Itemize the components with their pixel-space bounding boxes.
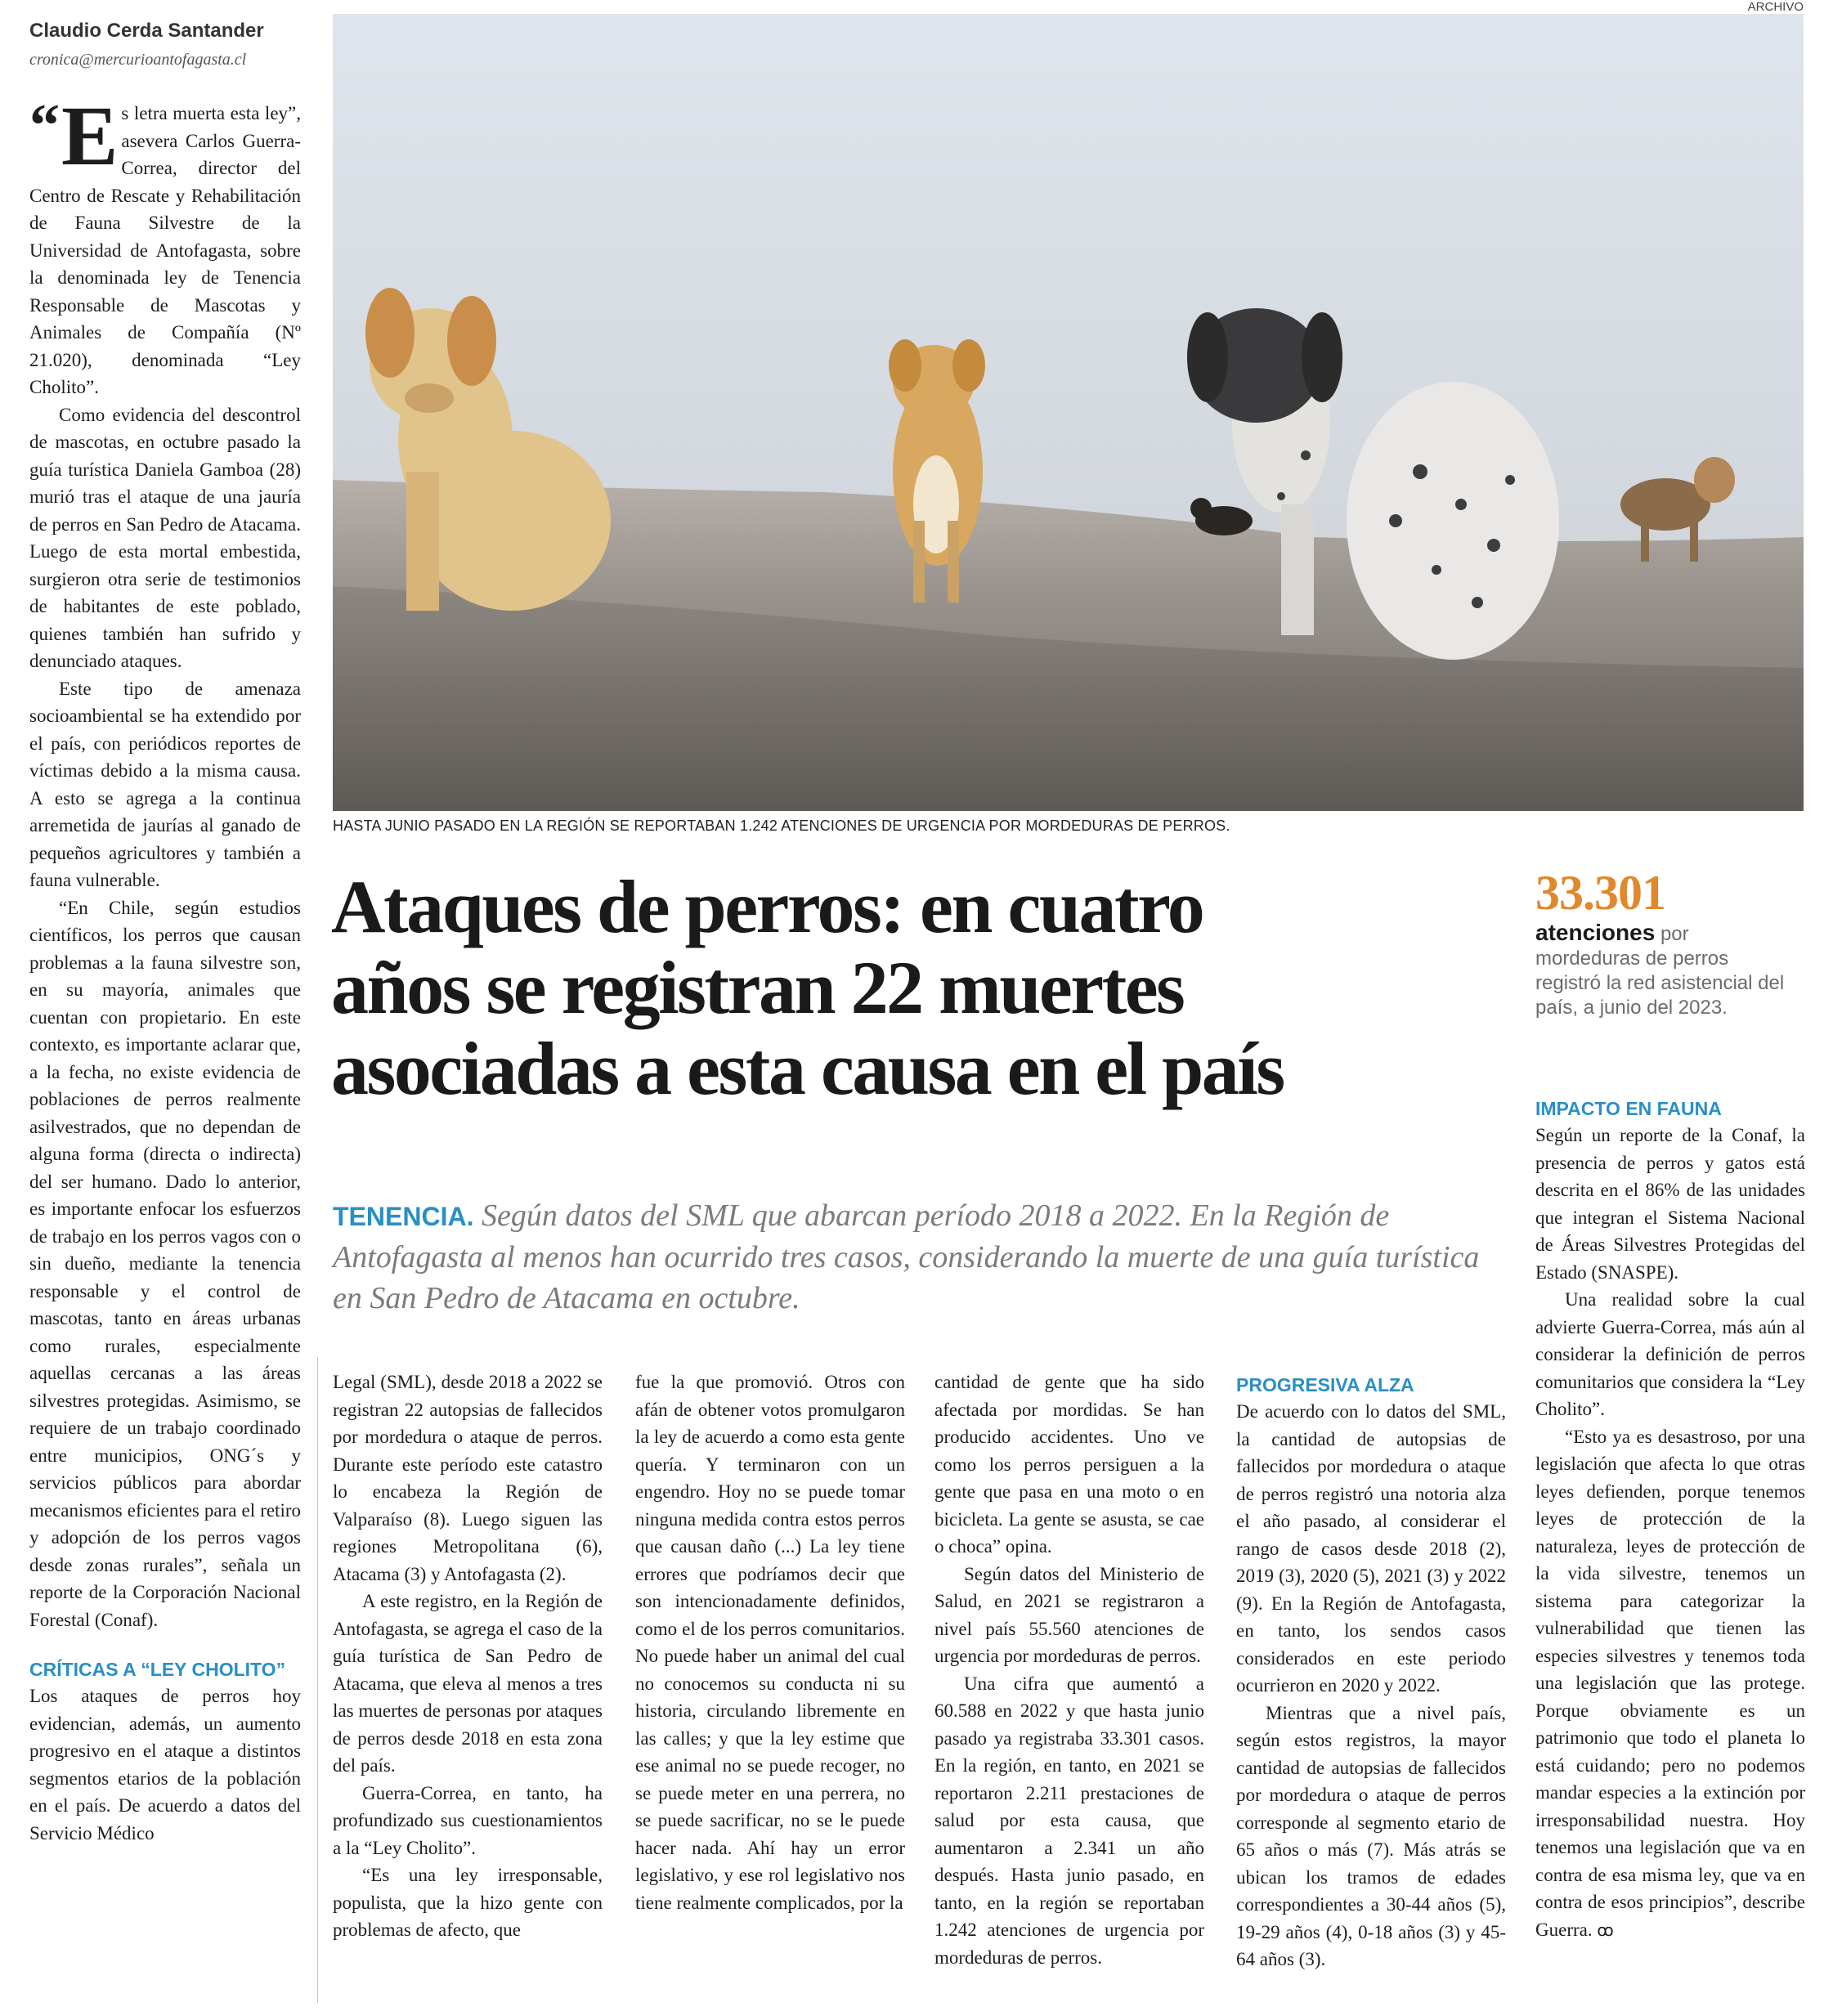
quote-mark: “ (29, 92, 60, 159)
author-name: Claudio Cerda Santander (29, 20, 264, 42)
column-2-paragraph-4: “Es una ley irresponsable, populista, que la hizo gente con problemas de afecto, que (333, 1865, 603, 1940)
column-4 (934, 1369, 1204, 1971)
drop-cap: E (61, 89, 119, 183)
column-2-paragraph-1: Legal (SML), desde 2018 a 2022 se registran 22 autopsias de fallecidos por mordedura o ataque de perros. Durante este período este catastro lo encabeza la Región de Valparaíso (8). Luego siguen las regiones Metropolitana (6), Atacama (3) y Antofagasta (2). (333, 1372, 603, 1584)
headline-line-2: años se registran 22 muertes (331, 946, 1184, 1029)
subhead-impacto-fauna: IMPACTO EN FAUNA (1535, 1098, 1722, 1119)
dogs-photo (333, 14, 1804, 811)
column-5-paragraph-1: De acuerdo con lo datos del SML, la cantidad de autopsias de fallecidos por mordedura o ataque de perros registró una notoria alza el año pasado, al considerar el rango de casos desde 2018 (2), 2019 (3), 2020 (5), 2021 (3) y 2022 (9). En la Región de Antofagasta, en tanto, los sendos casos considerados en este periodo ocurrieron en 2020 y 2022. (1236, 1401, 1506, 1696)
column-6-paragraph-3: “Esto ya es desastroso, por una legislación que afecta lo que otras leyes defienden, porque tenemos leyes de protección de la naturaleza, leyes de protección de la vida silvestre, tenemos un sistema para categorizar la vulnerabilidad que tienen las especies silvestres y tenemos toda una legislación que las protege. Porque obviamente es un patrimonio que todo el planeta lo está cuidando; pero no podemos mandar especies a la extinción por irresponsabilidad nuestra. Hoy tenemos una legislación que va en contra de esa misma ley, que va en contra de esos principios”, describe Guerra. ꝏ (1535, 1426, 1805, 1940)
lead-kicker: TENENCIA. (333, 1202, 474, 1231)
column-3-paragraph-1: fue la que promovió. Otros con afán de obtener votos promulgaron la ley de acuerdo a como esta gente quería. Y terminaron con un engendro. Hoy no se puede tomar ninguna medida contra estos perros que causan daño (...) La ley tiene errores que podríamos decir que son intencionadamente definidos, como el de los perros comunitarios. No puede haber un animal del cual no conocemos su conducta ni su historia, circulando libremente en las calles; y que la ley estime que ese animal no se puede recoger, no se puede meter en una perrera, no se puede sacrificar, no se le puede hacer nada. Ahí hay un error legislativo, y ese rol legislativo nos tiene realmente complicados, por la (635, 1372, 905, 1913)
column-2-paragraph-2: A este registro, en la Región de Antofagasta, se agrega el caso de la guía turística de San Pedro de Atacama, que eleva al menos a tres las muertes de personas por ataques de perros desde 2018 en esta zona del país. (333, 1591, 603, 1776)
column-3 (635, 1369, 905, 1916)
article-photo (333, 14, 1804, 811)
stat-desc: por mordeduras de perros registró la red asistencial del país, a junio del 2023. (1535, 923, 1785, 1019)
photo-caption: HASTA JUNIO PASADO EN LA REGIÓN SE REPORTABAN 1.242 ATENCIONES DE URGENCIA POR MORDEDURAS DE PERROS. (333, 818, 1230, 834)
column-1-paragraph-2: Como evidencia del descontrol de mascotas, en octubre pasado la guía turística Daniela Gamboa (28) murió tras el ataque de una jauría de perros en San Pedro de Atacama. Luego de esta mortal embestida, surgieron otra serie de testimonios de habitantes de este poblado, quienes también han sufrido y denunciado ataques. (29, 404, 301, 671)
column-6-paragraph-1: Según un reporte de la Conaf, la presencia de perros y gatos está descrita en el 86% de las unidades que integran el Sistema Nacional de Áreas Silvestres Protegidas del Estado (SNASPE). (1535, 1125, 1805, 1283)
subhead-criticas: CRÍTICAS A “LEY CHOLITO” (29, 1659, 286, 1680)
column-1 (29, 89, 301, 1847)
column-1-paragraph-3: Este tipo de amenaza socioambiental se ha extendido por el país, con periódicos reportes de víctimas debido a la misma causa. A esto se agrega a la continua arremetida de jaurías al ganado de pequeños agricultores y también a fauna vulnerable. (29, 678, 301, 890)
stat-number: 33.301 (1535, 866, 1665, 920)
column-6 (1535, 1095, 1805, 1945)
stat-bold: atenciones (1535, 920, 1656, 945)
stat-text (1535, 921, 1795, 1020)
column-1-paragraph-4: “En Chile, según estudios científicos, los perros que causan problemas a la fauna silvestre son, en su mayoría, animales que cuentan con propietario. En este contexto, es importante aclarar que, a la fecha, no existe evidencia de poblaciones de perros realmente asilvestrados, que no dependan de alguna forma (directa o indirecta) del ser humano. Dado lo anterior, es importante enfocar los esfuerzos de trabajo en los perros vagos con o sin dueño, mediante la tenencia responsable y el control de mascotas, tanto en áreas urbanas como rurales, especialmente aquellas cercanas a las áreas silvestres protegidas. Asimismo, se requiere de un trabajo coordinado entre municipios, ONG´s y servicios públicos para abordar mecanismos eficientes para el retiro y adopción de los perros vagos desde zonas rurales”, señala un reporte de la Corporación Nacional Forestal (Conaf). (29, 897, 301, 1630)
author-email: cronica@mercurioantofagasta.cl (29, 51, 247, 69)
column-4-paragraph-1: cantidad de gente que ha sido afectada por mordidas. Se han producido accidentes. Uno ve como los perros persiguen a la gente que pasa en una moto o en bicicleta. La gente se asusta, se cae o choca” opina. (934, 1372, 1204, 1557)
column-6-paragraph-2: Una realidad sobre la cual advierte Guerra-Correa, más aún al considerar la definición de perros comunitarios que considera la “Ley Cholito”. (1535, 1289, 1805, 1419)
headline (331, 867, 1508, 1109)
headline-line-3: asociadas a esta causa en el país (331, 1027, 1284, 1110)
column-1-paragraph-1: “ E s letra muerta esta ley”, asevera Carlos Guerra-Correa, director del Centro de Rescate y Rehabilitación de Fauna Silvestre de la Universidad de Antofagasta, sobre la denominada ley de Tenencia Responsable de Mascotas y Animales de Compañía (Nº 21.020), denominada “Ley Cholito”. (29, 89, 301, 397)
column-4-paragraph-3: Una cifra que aumentó a 60.588 en 2022 y que hasta junio pasado ya registraba 33.301 casos. En la región, en tanto, en 2021 se reportaron 2.211 prestaciones de salud por esta causa, que aumentaron a 2.341 un año después. Hasta junio pasado, en tanto, en la región se reportaban 1.242 atenciones de urgencia por mordeduras de perros. (934, 1673, 1204, 1968)
subhead-progresiva-alza: PROGRESIVA ALZA (1236, 1374, 1414, 1396)
column-divider (317, 1357, 318, 2003)
headline-line-1: Ataques de perros: en cuatro (331, 865, 1203, 948)
lead-text: Según datos del SML que abarcan período 2018 a 2022. En la Región de Antofagasta al menos han ocurrido tres casos, considerando la muerte de una guía turística en San Pedro de Atacama en octubre. (333, 1198, 1480, 1315)
column-2 (333, 1369, 603, 1944)
end-mark: ꝏ (1597, 1921, 1614, 1940)
lead-paragraph (333, 1195, 1510, 1319)
column-2-paragraph-3: Guerra-Correa, en tanto, ha profundizado sus cuestionamientos a la “Ley Cholito”. (333, 1782, 603, 1858)
column-5 (1236, 1372, 1506, 1973)
column-4-paragraph-2: Según datos del Ministerio de Salud, en 2021 se registraron a nivel país 55.560 atenciones de urgencia por mordeduras de perros. (934, 1563, 1204, 1666)
photo-credit: ARCHIVO (1747, 0, 1804, 14)
column-1-paragraph-5: Los ataques de perros hoy evidencian, además, un aumento progresivo en el ataque a distintos segmentos etarios de la población en el país. De acuerdo a datos del Servicio Médico (29, 1686, 301, 1844)
column-5-paragraph-2: Mientras que a nivel país, según estos registros, la mayor cantidad de autopsias de fallecidos por mordedura o ataque de perros corresponde al segmento etario de 65 años o más (7). Más atrás se ubican los tramos de edades correspondientes a 30-44 años (5), 19-29 años (4), 0-18 años (3) y 45-64 años (3). (1236, 1702, 1506, 1969)
